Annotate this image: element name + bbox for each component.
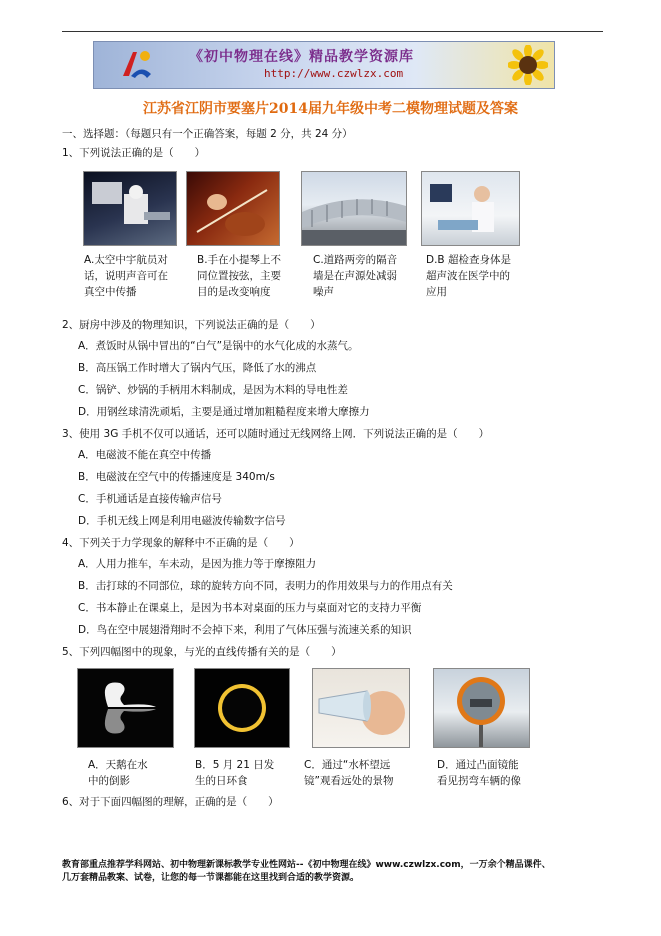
- q3-option-d: D．手机无线上网是利用电磁波传输数字信号: [78, 515, 286, 527]
- astronaut-photo: [83, 171, 177, 246]
- ultrasound-icon: [422, 172, 519, 245]
- footer-line-2: 几万套精品教案、试卷，让您的每一节课都能在这里找到合适的教学资源。: [62, 873, 360, 883]
- q2-option-a: A．煮饭时从锅中冒出的“白气”是锅中的水气化成的水蒸气。: [78, 340, 359, 352]
- annular-eclipse-icon: [195, 669, 289, 747]
- footer-line-1: 教育部重点推荐学科网站、初中物理新课标教学专业性网站--《初中物理在线》www.czwlzx.com，一万余个精品课件、: [62, 860, 551, 870]
- q1-caption-b: B.手在小提琴上不 同位置按弦，主要 目的是改变响度: [197, 254, 282, 298]
- question-3-stem: 3、使用 3G 手机不仅可以通话，还可以随时通过无线网络上网．下列说法正确的是（ ）: [62, 428, 490, 440]
- question-2-stem: 2、厨房中涉及的物理知识，下列说法正确的是（ ）: [62, 319, 321, 331]
- q1-caption-a: A.太空中宇航员对 话，说明声音可在 真空中传播: [84, 254, 168, 298]
- document-title: 江苏省江阴市要塞片2014届九年级中考二模物理试题及答案: [143, 101, 518, 117]
- sunflower-icon: [508, 45, 548, 85]
- q5-caption-b: B．5 月 21 日发 生的日环食: [195, 759, 275, 787]
- site-logo-icon: [119, 46, 155, 82]
- q3-option-b: B．电磁波在空气中的传播速度是 340m/s: [78, 471, 275, 483]
- astronaut-icon: [84, 172, 176, 245]
- q4-option-a: A．人用力推车，车未动，是因为推力等于摩擦阻力: [78, 558, 317, 570]
- section-heading: 一、选择题：（每题只有一个正确答案，每题 2 分，共 24 分）: [62, 128, 353, 140]
- q5-caption-a: A．天鹅在水 中的倒影: [88, 759, 148, 787]
- violin-icon: [187, 172, 279, 245]
- question-6-stem: 6、对于下面四幅图的理解，正确的是（ ）: [62, 796, 279, 808]
- question-4-stem: 4、下列关于力学现象的解释中不正确的是（ ）: [62, 537, 300, 549]
- q5-caption-c: C．通过“水杯望远 镜”观看远处的景物: [304, 759, 394, 787]
- q4-option-b: B．击打球的不同部位，球的旋转方向不同，表明力的作用效果与力的作用点有关: [78, 580, 453, 592]
- q2-option-b: B．高压锅工作时增大了锅内气压，降低了水的沸点: [78, 362, 317, 374]
- q3-option-a: A．电磁波不能在真空中传播: [78, 449, 212, 461]
- cup-telescope-photo: [312, 668, 410, 748]
- q2-option-d: D．用钢丝球清洗顽垢，主要是通过增加粗糙程度来增大摩擦力: [78, 406, 370, 418]
- q2-option-c: C．锅铲、炒锅的手柄用木料制成，是因为木料的导电性差: [78, 384, 348, 396]
- swan-photo: [77, 668, 174, 748]
- ultrasound-photo: [421, 171, 520, 246]
- q4-option-c: C．书本静止在课桌上，是因为书本对桌面的压力与桌面对它的支持力平衡: [78, 602, 422, 614]
- site-banner[interactable]: [93, 41, 555, 89]
- question-1-stem: 1、下列说法正确的是（ ）: [62, 147, 206, 159]
- q4-option-d: D．鸟在空中展翅滑翔时不会掉下来，利用了气体压强与流速关系的知识: [78, 624, 412, 636]
- eclipse-photo: [194, 668, 290, 748]
- banner-url[interactable]: http://www.czwlzx.com: [264, 67, 404, 80]
- banner-title: 《初中物理在线》精品教学资源库: [189, 49, 414, 65]
- sound-barrier-icon: [302, 172, 406, 245]
- cup-telescope-icon: [313, 669, 409, 747]
- q5-caption-d: D．通过凸面镜能 看见拐弯车辆的像: [437, 759, 521, 787]
- sound-barrier-photo: [301, 171, 407, 246]
- q1-caption-d: D.B 超检查身体是 超声波在医学中的 应用: [426, 254, 511, 298]
- page-footer: [62, 859, 607, 885]
- violin-photo: [186, 171, 280, 246]
- swan-reflection-icon: [78, 669, 173, 747]
- header-rule: [62, 31, 603, 32]
- question-5-stem: 5、下列四幅图中的现象，与光的直线传播有关的是（ ）: [62, 646, 342, 658]
- convex-mirror-icon: [434, 669, 529, 747]
- q3-option-c: C．手机通话是直接传输声信号: [78, 493, 222, 505]
- convex-mirror-photo: [433, 668, 530, 748]
- q1-caption-c: C.道路两旁的隔音 墙是在声源处减弱 噪声: [313, 254, 398, 298]
